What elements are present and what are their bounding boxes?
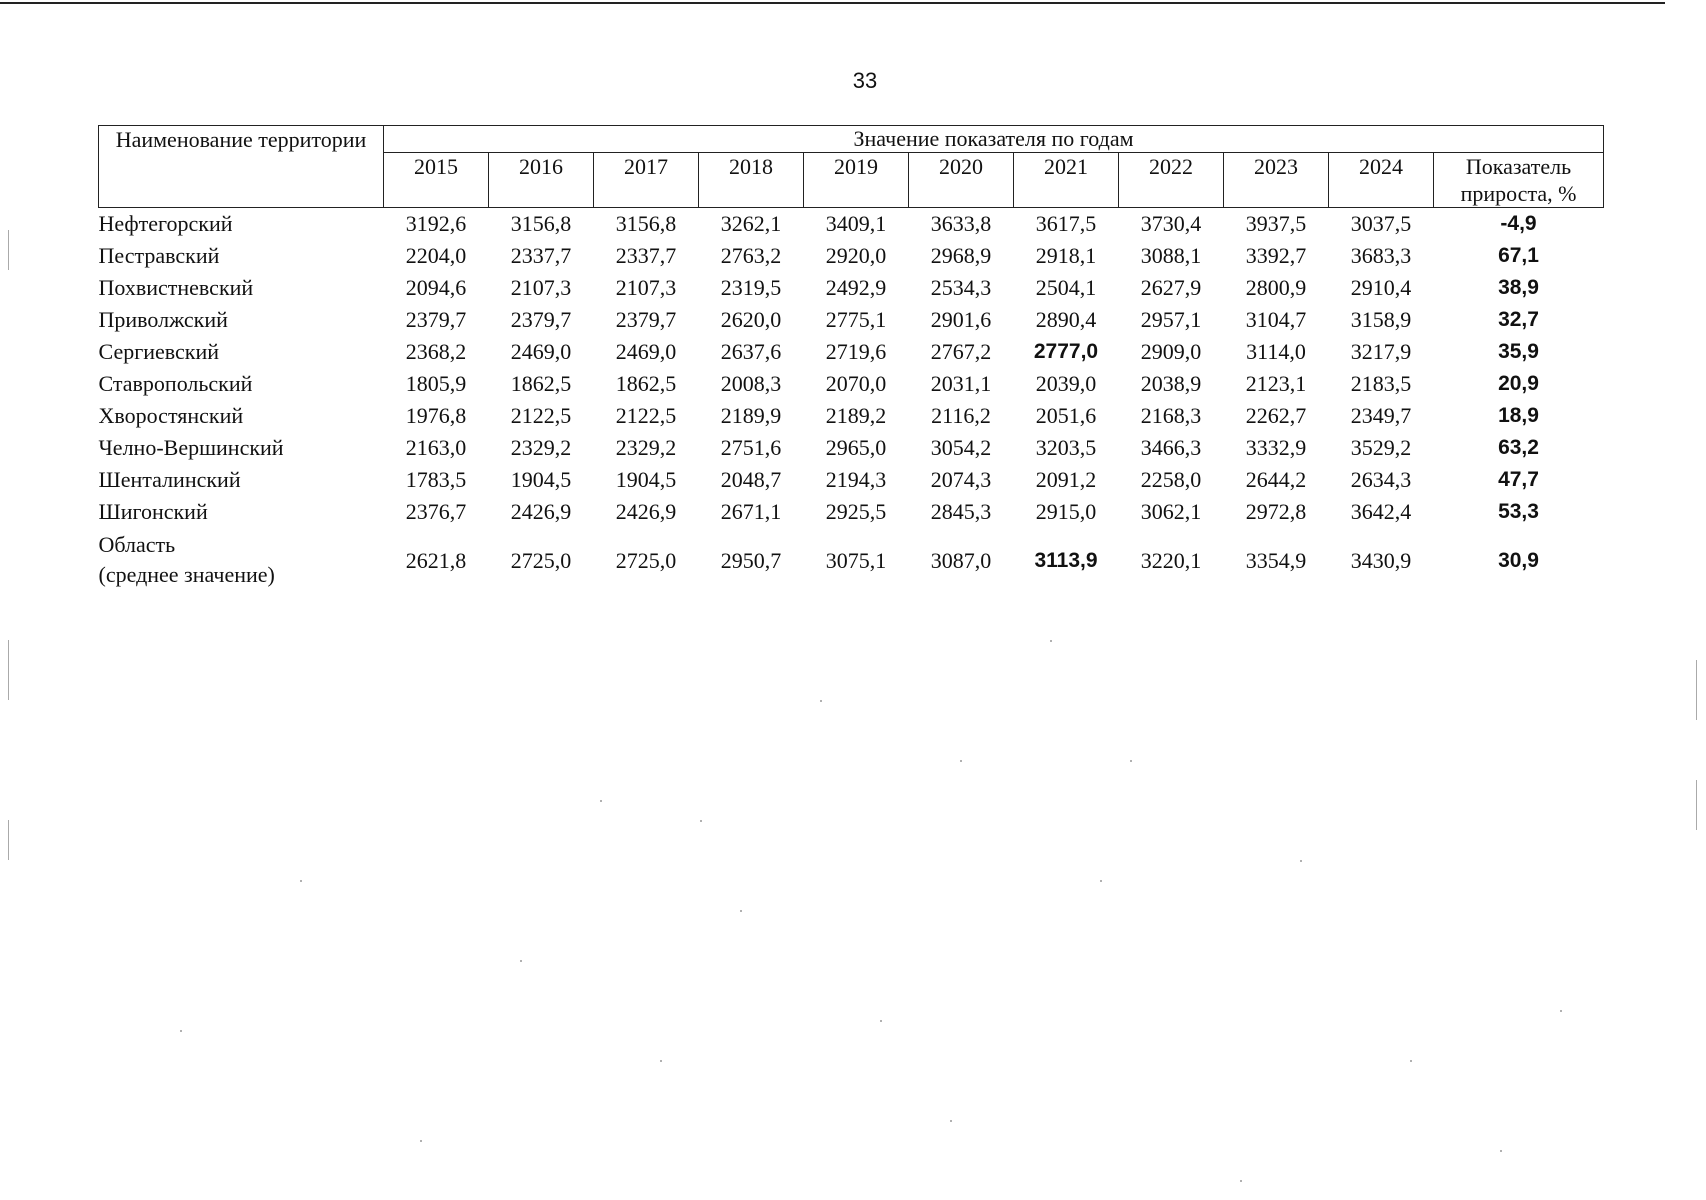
value-cell: 3217,9	[1350, 339, 1412, 364]
territory-name-cell: Челно-Вершинский	[98, 435, 284, 460]
growth-indicator-header: Показатель прироста, %	[1434, 153, 1604, 208]
value-cell: 2376,7	[405, 499, 467, 524]
scan-speck	[880, 1020, 882, 1022]
scan-speck	[420, 1140, 422, 1142]
growth-cell: -4,9	[1500, 212, 1537, 235]
value-cell: 2008,3	[720, 371, 782, 396]
scan-edge-mark	[8, 640, 9, 700]
value-cell: 2901,6	[930, 307, 992, 332]
total-value-cell: 3087,0	[930, 547, 992, 573]
scan-speck	[1300, 860, 1302, 862]
scan-edge-mark	[1696, 780, 1697, 830]
value-cell: 2107,3	[510, 275, 572, 300]
value-cell: 2183,5	[1350, 371, 1412, 396]
value-cell: 3037,5	[1350, 211, 1412, 236]
total-growth-cell: 30,9	[1498, 548, 1539, 572]
value-cell: 2620,0	[720, 307, 782, 332]
value-cell: 2534,3	[930, 275, 992, 300]
table-row	[99, 272, 1604, 304]
total-name-line2: (среднее значение)	[98, 562, 275, 587]
value-cell: 2920,0	[825, 243, 887, 268]
territory-name-cell: Шенталинский	[98, 467, 241, 492]
value-cell: 3062,1	[1140, 499, 1202, 524]
value-cell: 3392,7	[1245, 243, 1307, 268]
value-cell: 2258,0	[1140, 467, 1202, 492]
scan-edge-mark	[8, 230, 9, 270]
scan-speck	[520, 960, 522, 962]
total-value-cell: 2725,0	[510, 547, 572, 573]
value-cell: 3529,2	[1350, 435, 1412, 460]
value-cell: 2319,5	[720, 275, 782, 300]
table-row	[99, 240, 1604, 272]
value-cell: 2972,8	[1245, 499, 1307, 524]
value-cell: 2918,1	[1035, 243, 1097, 268]
value-cell: 2204,0	[405, 243, 467, 268]
table-row	[99, 336, 1604, 368]
value-cell: 2038,9	[1140, 371, 1202, 396]
territory-name-cell: Пестравский	[98, 243, 220, 268]
value-cell: 2957,1	[1140, 307, 1202, 332]
value-cell: 2039,0	[1035, 371, 1097, 396]
growth-cell: 38,9	[1498, 276, 1539, 299]
value-cell: 1862,5	[615, 371, 677, 396]
value-cell: 1904,5	[510, 467, 572, 492]
value-cell: 3466,3	[1140, 435, 1202, 460]
value-cell: 2767,2	[930, 339, 992, 364]
value-cell: 2123,1	[1245, 371, 1307, 396]
value-cell: 2910,4	[1350, 275, 1412, 300]
value-cell: 2122,5	[510, 403, 572, 428]
value-cell: 3158,9	[1350, 307, 1412, 332]
value-cell: 3262,1	[720, 211, 782, 236]
value-cell: 2925,5	[825, 499, 887, 524]
year-header-2019: 2019	[804, 153, 909, 208]
value-cell: 2915,0	[1035, 499, 1097, 524]
header-row-group	[99, 126, 1604, 153]
value-cell: 2775,1	[825, 307, 887, 332]
year-header-2018: 2018	[699, 153, 804, 208]
value-cell: 2074,3	[930, 467, 992, 492]
total-value-cell: 3220,1	[1140, 547, 1202, 573]
value-cell: 2262,7	[1245, 403, 1307, 428]
year-header-2020: 2020	[909, 153, 1014, 208]
value-cell: 2845,3	[930, 499, 992, 524]
value-cell: 1862,5	[510, 371, 572, 396]
value-cell: 1783,5	[405, 467, 467, 492]
year-header-2021: 2021	[1014, 153, 1119, 208]
value-cell: 3114,0	[1246, 339, 1306, 364]
value-cell: 3332,9	[1245, 435, 1307, 460]
value-cell: 2965,0	[825, 435, 887, 460]
value-cell: 3937,5	[1245, 211, 1307, 236]
value-cell: 2379,7	[405, 307, 467, 332]
values-by-year-header: Значение показателя по годам	[384, 126, 1604, 153]
total-value-cell: 3113,9	[1034, 548, 1098, 572]
value-cell: 2504,1	[1035, 275, 1097, 300]
total-value-cell: 2621,8	[405, 547, 467, 573]
territory-name-cell: Сергиевский	[98, 339, 220, 364]
value-cell: 2094,6	[405, 275, 467, 300]
value-cell: 2469,0	[510, 339, 572, 364]
year-header-2022: 2022	[1119, 153, 1224, 208]
scan-speck	[740, 910, 742, 912]
territory-name-cell: Хворостянский	[98, 403, 244, 428]
value-cell: 2349,7	[1350, 403, 1412, 428]
table-row	[99, 208, 1604, 241]
value-cell: 2337,7	[615, 243, 677, 268]
total-name-line1: Область	[98, 532, 176, 557]
value-cell: 2116,2	[931, 403, 991, 428]
total-value-cell: 2950,7	[720, 547, 782, 573]
growth-cell: 18,9	[1498, 404, 1539, 427]
value-cell: 2048,7	[720, 467, 782, 492]
year-header-2016: 2016	[489, 153, 594, 208]
value-cell: 2800,9	[1245, 275, 1307, 300]
scan-speck	[1240, 1180, 1242, 1182]
table-body	[99, 208, 1604, 594]
value-cell: 2051,6	[1035, 403, 1097, 428]
value-cell: 2091,2	[1035, 467, 1097, 492]
value-cell: 2763,2	[720, 243, 782, 268]
territory-name-header: Наименование территории	[99, 126, 384, 208]
territory-name-cell: Ставропольский	[98, 371, 253, 396]
scan-edge-mark	[1696, 660, 1697, 720]
value-cell: 2189,9	[720, 403, 782, 428]
value-cell: 3203,5	[1035, 435, 1097, 460]
value-cell: 3683,3	[1350, 243, 1412, 268]
scan-speck	[820, 700, 822, 702]
value-cell: 3409,1	[825, 211, 887, 236]
value-cell: 3156,8	[510, 211, 572, 236]
value-cell: 1805,9	[405, 371, 467, 396]
territory-name-cell: Шигонский	[98, 499, 208, 524]
table-row	[99, 400, 1604, 432]
value-cell: 2751,6	[720, 435, 782, 460]
value-cell: 2426,9	[510, 499, 572, 524]
year-header-2023: 2023	[1224, 153, 1329, 208]
value-cell: 2379,7	[615, 307, 677, 332]
growth-cell: 20,9	[1498, 372, 1539, 395]
value-cell: 3054,2	[930, 435, 992, 460]
growth-cell: 53,3	[1498, 500, 1539, 523]
scan-speck	[1050, 640, 1052, 642]
scan-speck	[950, 1120, 952, 1122]
scan-speck	[700, 820, 702, 822]
growth-cell: 35,9	[1498, 340, 1539, 363]
table-row	[99, 496, 1604, 528]
value-cell: 3088,1	[1140, 243, 1202, 268]
value-cell: 1904,5	[615, 467, 677, 492]
total-value-cell: 2725,0	[615, 547, 677, 573]
value-cell: 2968,9	[930, 243, 992, 268]
growth-cell: 32,7	[1498, 308, 1539, 331]
year-header-2017: 2017	[594, 153, 699, 208]
territory-name-cell: Похвистневский	[98, 275, 254, 300]
growth-cell: 67,1	[1498, 244, 1539, 267]
value-cell: 2329,2	[510, 435, 572, 460]
value-cell: 2469,0	[615, 339, 677, 364]
table-header	[99, 126, 1604, 208]
value-cell: 2644,2	[1245, 467, 1307, 492]
value-cell: 2719,6	[825, 339, 887, 364]
scan-speck	[180, 1030, 182, 1032]
value-cell: 2163,0	[405, 435, 467, 460]
value-cell: 2634,3	[1350, 467, 1412, 492]
value-cell: 3104,7	[1245, 307, 1307, 332]
value-cell: 2107,3	[615, 275, 677, 300]
value-cell: 2637,6	[720, 339, 782, 364]
value-cell: 2492,9	[825, 275, 887, 300]
indicator-table	[98, 125, 1604, 593]
total-value-cell: 3354,9	[1245, 547, 1307, 573]
total-value-cell: 3430,9	[1350, 547, 1412, 573]
value-cell: 2909,0	[1140, 339, 1202, 364]
value-cell: 2337,7	[510, 243, 572, 268]
total-value-cell: 3075,1	[825, 547, 887, 573]
year-header-2015: 2015	[384, 153, 489, 208]
value-cell: 2189,2	[825, 403, 887, 428]
table-row-total	[99, 528, 1604, 593]
scan-speck	[1100, 880, 1102, 882]
page-number: 33	[852, 68, 878, 93]
value-cell: 3730,4	[1140, 211, 1202, 236]
table-row	[99, 464, 1604, 496]
scan-speck	[600, 800, 602, 802]
value-cell: 1976,8	[405, 403, 467, 428]
table-row	[99, 304, 1604, 336]
year-header-2024: 2024	[1329, 153, 1434, 208]
value-cell: 3156,8	[615, 211, 677, 236]
value-cell: 2627,9	[1140, 275, 1202, 300]
value-cell: 3642,4	[1350, 499, 1412, 524]
table-row	[99, 368, 1604, 400]
value-cell: 2379,7	[510, 307, 572, 332]
scan-speck	[1560, 1010, 1562, 1012]
value-cell: 2122,5	[615, 403, 677, 428]
territory-name-cell: Нефтегорский	[98, 211, 233, 236]
value-cell: 2168,3	[1140, 403, 1202, 428]
growth-cell: 63,2	[1498, 436, 1539, 459]
value-cell: 2426,9	[615, 499, 677, 524]
value-cell: 2368,2	[405, 339, 467, 364]
top-border-line	[0, 2, 1665, 4]
value-cell: 2031,1	[930, 371, 992, 396]
scan-speck	[660, 1060, 662, 1062]
value-cell: 2329,2	[615, 435, 677, 460]
scan-speck	[1130, 760, 1132, 762]
scan-speck	[300, 880, 302, 882]
value-cell: 2890,4	[1035, 307, 1097, 332]
value-cell: 2777,0	[1033, 340, 1099, 363]
territory-name-cell: Приволжский	[98, 307, 228, 332]
table-row	[99, 432, 1604, 464]
value-cell: 3617,5	[1035, 211, 1097, 236]
scan-speck	[1500, 1150, 1502, 1152]
value-cell: 2671,1	[720, 499, 782, 524]
value-cell: 3633,8	[930, 211, 992, 236]
growth-cell: 47,7	[1498, 468, 1539, 491]
value-cell: 2070,0	[825, 371, 887, 396]
scan-speck	[1410, 1060, 1412, 1062]
scan-speck	[960, 760, 962, 762]
total-name-cell	[99, 528, 384, 593]
value-cell: 3192,6	[405, 211, 467, 236]
scan-edge-mark	[8, 820, 9, 860]
value-cell: 2194,3	[825, 467, 887, 492]
